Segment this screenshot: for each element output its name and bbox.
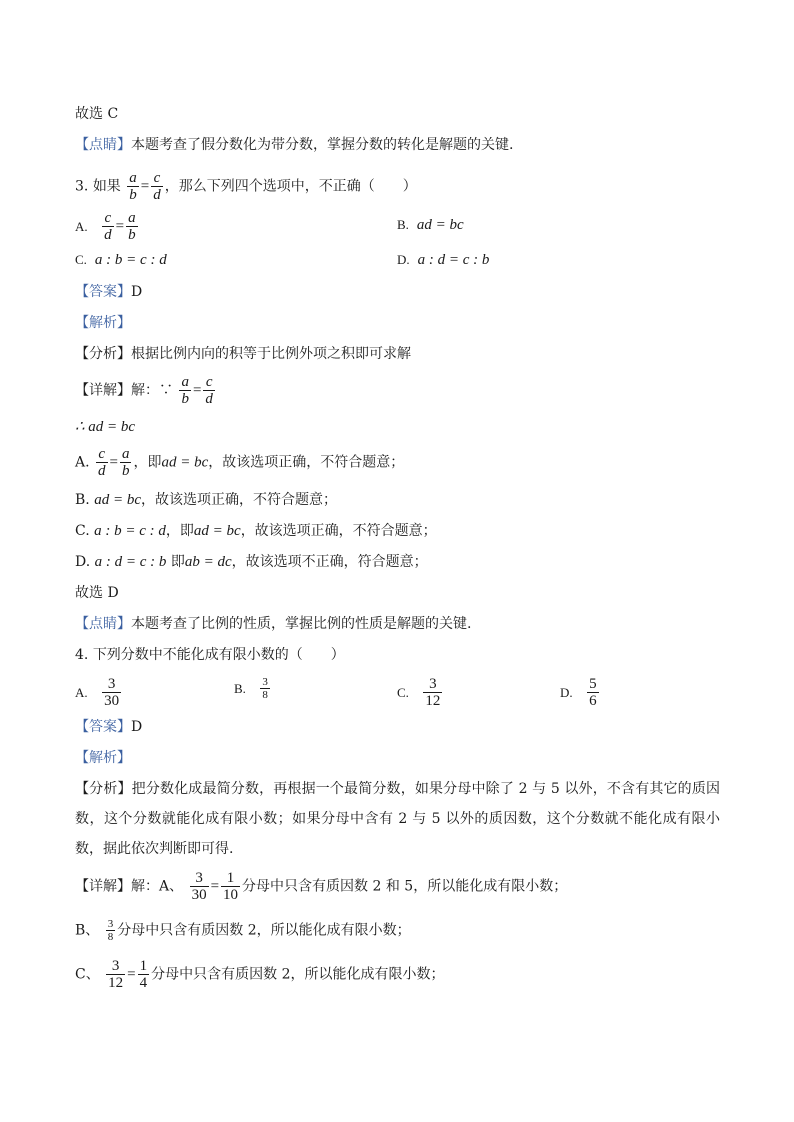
line-mid: ，即 bbox=[133, 454, 162, 471]
prev-conclusion: 故选 C bbox=[75, 106, 119, 122]
fraction-a-over-b: $\frac{a}{b}$ bbox=[181, 374, 189, 407]
fraction-c-over-d: $\frac{c}{d}$ bbox=[98, 446, 106, 479]
q3-fenxi bbox=[75, 344, 411, 364]
line-expr: ab = dc bbox=[184, 554, 232, 570]
option-label: C. bbox=[397, 684, 409, 700]
answer-tag: 【答案】 bbox=[75, 719, 131, 735]
q4-option-a bbox=[75, 676, 123, 709]
q3-therefore: ∴ ad = bc bbox=[75, 419, 136, 435]
q3-option-a: A. $\frac{c}{d}$ = $\frac{a}{b}$ bbox=[75, 210, 136, 243]
option-label: D. bbox=[397, 252, 410, 267]
prev-dianjing bbox=[75, 135, 513, 155]
option-expr: ad = bc bbox=[416, 217, 464, 233]
option-expr: a : b = c : d bbox=[94, 252, 167, 268]
fraction-3-over-12: $\frac{3}{12}$ bbox=[108, 958, 124, 991]
q3-xiangjie: 【详解】解：∵ $\frac{a}{b}$ = $\frac{c}{d}$ bbox=[75, 374, 213, 407]
line-expr: a : b = c : d bbox=[94, 523, 166, 539]
fenxi-text: 根据比例内向的积等于比例外项之积即可求解 bbox=[131, 346, 411, 362]
xiangjie-pre: 解：A、 bbox=[131, 878, 184, 895]
q3-line-d bbox=[75, 552, 428, 572]
line-tail: ，故该选项正确，不符合题意； bbox=[208, 454, 405, 471]
line-expr: ad = bc bbox=[193, 523, 241, 539]
q3-option-b bbox=[397, 215, 464, 235]
fraction-c-over-d: $\frac{c}{d}$ bbox=[153, 170, 161, 203]
line-tail: ，故该选项不正确，符合题意； bbox=[231, 554, 428, 570]
option-fraction: $\frac{3}{30}$ bbox=[104, 676, 120, 709]
option-fraction: $\frac{3}{12}$ bbox=[425, 676, 441, 709]
q3-dianjing bbox=[75, 614, 471, 634]
option-label: D. bbox=[560, 684, 573, 700]
q4-xiangjie-line3: C、 $\frac{3}{12}$ = $\frac{1}{4}$ 分母中只含有质因数 2，所以能化成有限小数； bbox=[75, 958, 445, 991]
line-label: B、 bbox=[75, 922, 100, 939]
q4-jiexi bbox=[75, 748, 131, 768]
q4-option-d bbox=[560, 676, 601, 709]
xiangjie-pre: 解：∵ bbox=[131, 382, 173, 399]
q3-stem-pre: 如果 bbox=[92, 178, 121, 195]
line-expr: ad = bc bbox=[94, 492, 141, 508]
line-label: C. bbox=[75, 523, 90, 539]
fraction-c-over-d: $\frac{c}{d}$ bbox=[205, 374, 213, 407]
q4-option-c bbox=[397, 676, 444, 709]
q3-conclusion: 故选 D bbox=[75, 585, 119, 601]
q4-xiangjie-line2 bbox=[75, 918, 411, 943]
q3-stem-post: ，那么下列四个选项中，不正确（ ） bbox=[164, 178, 417, 195]
q3-jiexi bbox=[75, 313, 131, 333]
line-mid: 即 bbox=[170, 554, 185, 570]
line-tail: 分母中只含有质因数 2 和 5，所以能化成有限小数； bbox=[242, 878, 568, 895]
line-label: D. bbox=[75, 554, 91, 570]
option-label: C. bbox=[75, 252, 87, 267]
line-label: C、 bbox=[75, 966, 100, 983]
line-expr: ad = bc bbox=[161, 454, 209, 471]
option-label: A. bbox=[75, 684, 88, 700]
q4-number: 4. bbox=[75, 647, 89, 663]
line-label: A. bbox=[75, 454, 90, 471]
line-tail: 分母中只含有质因数 2，所以能化成有限小数； bbox=[117, 922, 411, 939]
line-tail: 分母中只含有质因数 2，所以能化成有限小数； bbox=[151, 966, 445, 983]
fraction-a-over-b: $\frac{a}{b}$ bbox=[128, 210, 136, 243]
q3-option-c bbox=[75, 250, 167, 270]
line-mid: ，即 bbox=[165, 523, 194, 539]
jiexi-tag: 【解析】 bbox=[75, 750, 131, 766]
dianjing-tag: 【点睛】 bbox=[75, 616, 131, 632]
fraction-1-over-10: $\frac{1}{10}$ bbox=[223, 870, 239, 903]
q3-option-d bbox=[397, 250, 489, 270]
xiangjie-tag: 【详解】 bbox=[75, 382, 131, 399]
answer-tag: 【答案】 bbox=[75, 284, 131, 300]
q3-number: 3. bbox=[75, 178, 89, 195]
line-tail: ，故该选项正确，不符合题意； bbox=[140, 492, 337, 508]
q4-answer bbox=[75, 717, 142, 737]
line-tail: ，故该选项正确，不符合题意； bbox=[240, 523, 437, 539]
fraction-c-over-d: $\frac{c}{d}$ bbox=[104, 210, 112, 243]
option-fraction: $\frac{5}{6}$ bbox=[589, 676, 597, 709]
fraction-3-over-30: $\frac{3}{30}$ bbox=[191, 870, 207, 903]
q4-xiangjie-line1: 【详解】解：A、 $\frac{3}{30}$ = $\frac{1}{10}$ 分母中只含有质因数 2 和 5，所以能化成有限小数； bbox=[75, 870, 568, 903]
jiexi-tag: 【解析】 bbox=[75, 315, 131, 331]
q3-stem: 3. 如果 $\frac{a}{b}$ = $\frac{c}{d}$ ，那么下列四个选项中，不正确（ ） bbox=[75, 170, 417, 203]
q4-stem-text: 下列分数中不能化成有限小数的（ ） bbox=[92, 647, 345, 663]
answer-value: D bbox=[131, 284, 143, 300]
fraction-1-over-4: $\frac{1}{4}$ bbox=[139, 958, 148, 991]
line-label: B. bbox=[75, 492, 90, 508]
option-label: B. bbox=[397, 217, 409, 232]
line-expr: a : d = c : b bbox=[94, 554, 167, 570]
option-expr: a : d = c : b bbox=[417, 252, 490, 268]
q4-fenxi bbox=[75, 774, 720, 864]
dianjing-text: 本题考查了比例的性质，掌握比例的性质是解题的关键. bbox=[131, 616, 472, 632]
dianjing-text: 本题考查了假分数化为带分数，掌握分数的转化是解题的关键. bbox=[131, 137, 514, 153]
dianjing-tag: 【点睛】 bbox=[75, 137, 131, 153]
fenxi-tag: 【分析】 bbox=[75, 781, 132, 797]
q3-line-a: A. $\frac{c}{d}$ = $\frac{a}{b}$ ，即ad = bc，故该选项正确，不符合题意； bbox=[75, 446, 405, 479]
xiangjie-tag: 【详解】 bbox=[75, 878, 131, 895]
q3-line-b bbox=[75, 490, 337, 510]
fraction-a-over-b: $\frac{a}{b}$ bbox=[121, 446, 130, 479]
fenxi-text: 把分数化成最简分数，再根据一个最简分数，如果分母中除了 2 与 5 以外，不含有其它的质因数，这个分数就能化成有限小数；如果分母中含有 2 与 5 以外的质因数，这个分数就不能化成有限小数，据此依次判断即可得. bbox=[75, 781, 721, 857]
answer-value: D bbox=[131, 719, 143, 735]
option-label: A. bbox=[75, 218, 88, 234]
option-label: B. bbox=[234, 680, 246, 696]
fraction-a-over-b: $\frac{a}{b}$ bbox=[129, 170, 137, 203]
q3-answer bbox=[75, 282, 142, 302]
q4-option-b bbox=[234, 676, 272, 701]
q3-line-c bbox=[75, 521, 437, 541]
q4-stem bbox=[75, 645, 345, 665]
fraction-3-over-8: $\frac{3}{8}$ bbox=[107, 918, 114, 943]
fenxi-tag: 【分析】 bbox=[75, 346, 131, 362]
option-fraction: $\frac{3}{8}$ bbox=[262, 676, 268, 701]
